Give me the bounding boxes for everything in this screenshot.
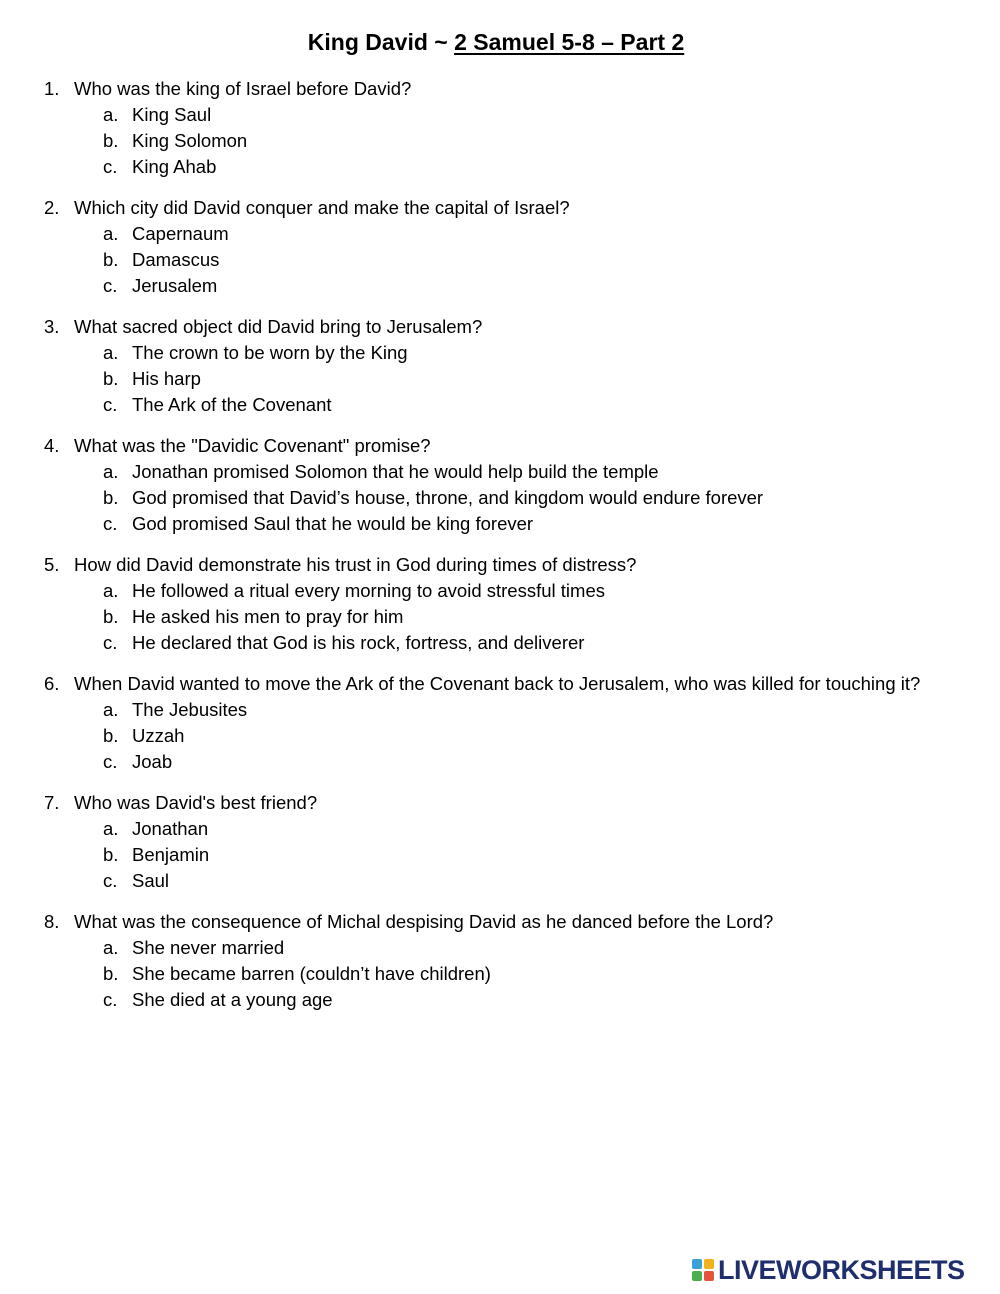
logo-square-red <box>704 1271 714 1281</box>
option-text: Benjamin <box>132 844 210 865</box>
question-2 <box>44 195 984 299</box>
question-line <box>44 433 984 459</box>
answer-option <box>44 340 984 366</box>
option-letter: b. <box>103 963 119 984</box>
option-letter: b. <box>103 368 119 389</box>
option-text: The crown to be worn by the King <box>132 342 408 363</box>
answer-option <box>44 273 984 299</box>
option-letter: b. <box>103 130 119 151</box>
question-number: 5. <box>44 554 60 575</box>
question-number: 3. <box>44 316 60 337</box>
question-1 <box>44 76 984 180</box>
question-number: 8. <box>44 911 60 932</box>
answer-option <box>44 511 984 537</box>
answer-option <box>44 366 984 392</box>
liveworksheets-logo-icon <box>692 1259 714 1281</box>
option-text: She never married <box>132 937 285 958</box>
question-text: What sacred object did David bring to Jerusalem? <box>74 316 483 337</box>
option-letter: b. <box>103 487 119 508</box>
option-letter: b. <box>103 606 119 627</box>
option-letter: a. <box>103 580 119 601</box>
option-text: His harp <box>132 368 201 389</box>
answer-option <box>44 392 984 418</box>
logo-square-yellow <box>704 1259 714 1269</box>
question-line <box>44 195 984 221</box>
option-letter: c. <box>103 394 118 415</box>
liveworksheets-logo <box>692 1255 965 1285</box>
option-text: The Ark of the Covenant <box>132 394 332 415</box>
option-text: King Solomon <box>132 130 248 151</box>
question-line <box>44 909 984 935</box>
question-number: 1. <box>44 78 60 99</box>
option-text: She died at a young age <box>132 989 333 1010</box>
question-list <box>44 76 984 1028</box>
question-3 <box>44 314 984 418</box>
option-letter: b. <box>103 725 119 746</box>
option-letter: a. <box>103 223 119 244</box>
question-6 <box>44 671 984 775</box>
option-text: King Saul <box>132 104 212 125</box>
question-line <box>44 314 984 340</box>
option-text: Uzzah <box>132 725 185 746</box>
option-text: Jerusalem <box>132 275 218 296</box>
option-letter: b. <box>103 844 119 865</box>
option-letter: c. <box>103 156 118 177</box>
option-text: Capernaum <box>132 223 229 244</box>
answer-option <box>44 485 984 511</box>
answer-option <box>44 578 984 604</box>
question-text: When David wanted to move the Ark of the Covenant back to Jerusalem, who was killed for touching it? <box>74 673 921 694</box>
option-text: He followed a ritual every morning to avoid stressful times <box>132 580 605 601</box>
question-text: Who was David's best friend? <box>74 792 318 813</box>
title-reference: 2 Samuel 5-8 – Part 2 <box>454 29 685 55</box>
question-text: Who was the king of Israel before David? <box>74 78 412 99</box>
option-letter: c. <box>103 513 118 534</box>
option-letter: c. <box>103 751 118 772</box>
question-number: 7. <box>44 792 60 813</box>
option-text: Jonathan <box>132 818 209 839</box>
option-letter: a. <box>103 818 119 839</box>
answer-option <box>44 987 984 1013</box>
option-text: Saul <box>132 870 170 891</box>
option-letter: a. <box>103 699 119 720</box>
question-line <box>44 552 984 578</box>
option-text: He asked his men to pray for him <box>132 606 404 627</box>
option-letter: b. <box>103 249 119 270</box>
answer-option <box>44 749 984 775</box>
option-letter: a. <box>103 104 119 125</box>
question-line <box>44 76 984 102</box>
option-letter: c. <box>103 870 118 891</box>
answer-option <box>44 723 984 749</box>
question-4 <box>44 433 984 537</box>
option-text: She became barren (couldn’t have children) <box>132 963 491 984</box>
option-letter: a. <box>103 937 119 958</box>
option-text: The Jebusites <box>132 699 248 720</box>
question-number: 4. <box>44 435 60 456</box>
option-text: Damascus <box>132 249 220 270</box>
question-7 <box>44 790 984 894</box>
answer-option <box>44 247 984 273</box>
logo-text: LIVEWORKSHEETS <box>718 1255 965 1285</box>
question-line <box>44 790 984 816</box>
option-letter: c. <box>103 275 118 296</box>
option-text: King Ahab <box>132 156 217 177</box>
logo-square-green <box>692 1271 702 1281</box>
answer-option <box>44 868 984 894</box>
question-8 <box>44 909 984 1013</box>
question-number: 2. <box>44 197 60 218</box>
answer-option <box>44 961 984 987</box>
answer-option <box>44 816 984 842</box>
answer-option <box>44 935 984 961</box>
option-letter: a. <box>103 342 119 363</box>
option-text: God promised that David’s house, throne, and kingdom would endure forever <box>132 487 764 508</box>
answer-option <box>44 842 984 868</box>
question-text: How did David demonstrate his trust in God during times of distress? <box>74 554 637 575</box>
option-letter: a. <box>103 461 119 482</box>
option-letter: c. <box>103 989 118 1010</box>
question-5 <box>44 552 984 656</box>
answer-option <box>44 697 984 723</box>
question-line <box>44 671 984 697</box>
answer-option <box>44 604 984 630</box>
answer-option <box>44 221 984 247</box>
page-title <box>0 27 992 57</box>
option-text: Jonathan promised Solomon that he would help build the temple <box>132 461 659 482</box>
question-text: What was the "Davidic Covenant" promise? <box>74 435 431 456</box>
question-text: What was the consequence of Michal despising David as he danced before the Lord? <box>74 911 774 932</box>
answer-option <box>44 102 984 128</box>
answer-option <box>44 154 984 180</box>
answer-option <box>44 459 984 485</box>
option-letter: c. <box>103 632 118 653</box>
logo-square-blue <box>692 1259 702 1269</box>
question-number: 6. <box>44 673 60 694</box>
answer-option <box>44 630 984 656</box>
question-text: Which city did David conquer and make the capital of Israel? <box>74 197 570 218</box>
answer-option <box>44 128 984 154</box>
option-text: He declared that God is his rock, fortress, and deliverer <box>132 632 585 653</box>
title-prefix: King David ~ <box>307 29 455 55</box>
option-text: God promised Saul that he would be king forever <box>132 513 534 534</box>
option-text: Joab <box>132 751 173 772</box>
